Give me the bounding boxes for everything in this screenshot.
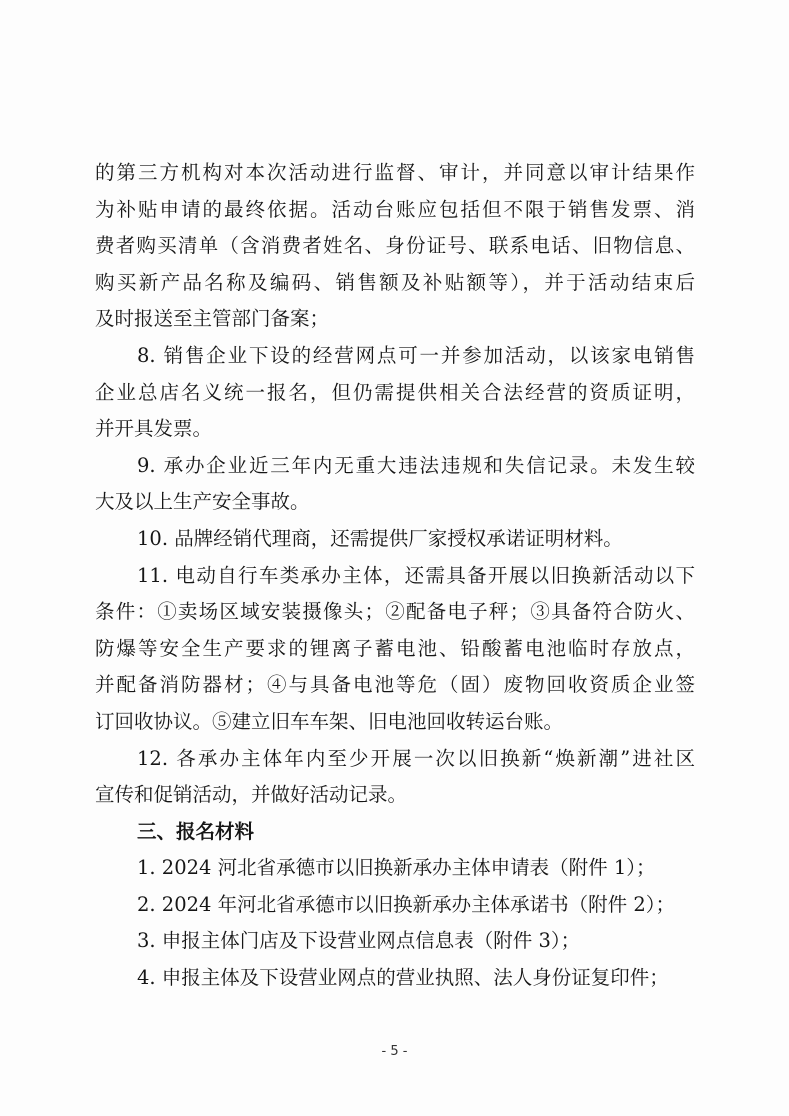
section-heading: 三、报名材料: [137, 819, 255, 843]
paragraph-line: 及时报送至主管部门备案；: [95, 307, 330, 331]
paragraph-line: 并配备消防器材；④与具备电池等危（固）废物回收资质企业签: [95, 673, 695, 697]
paragraph-line: 宣传和促销活动，并做好活动记录。: [95, 783, 408, 807]
material-item-2: 2. 2024 年河北省承德市以旧换新承办主体承诺书（附件 2）；: [137, 892, 675, 916]
list-item-10: 10. 品牌经销代理商，还需提供厂家授权承诺证明材料。: [137, 526, 623, 550]
paragraph-line: 购买新产品名称及编码、销售额及补贴额等），并于活动结束后: [95, 270, 695, 294]
list-item-11: 11. 电动自行车类承办主体，还需具备开展以旧换新活动以下: [137, 563, 695, 587]
material-item-3: 3. 申报主体门店及下设营业网点信息表（附件 3）；: [137, 929, 581, 953]
material-item-1: 1. 2024 河北省承德市以旧换新承办主体申请表（附件 1）；: [137, 856, 656, 880]
paragraph-line: 企业总店名义统一报名，但仍需提供相关合法经营的资质证明，: [95, 380, 695, 404]
paragraph-line: 为补贴申请的最终依据。活动台账应包括但不限于销售发票、消: [95, 197, 695, 221]
paragraph-line: 的第三方机构对本次活动进行监督、审计，并同意以审计结果作: [95, 161, 695, 184]
list-item-9: 9. 承办企业近三年内无重大违法违规和失信记录。未发生较: [137, 453, 695, 477]
paragraph-line: 费者购买清单（含消费者姓名、身份证号、联系电话、旧物信息、: [95, 234, 695, 258]
document-body: [95, 155, 695, 997]
material-item-4: 4. 申报主体及下设营业网点的营业执照、法人身份证复印件；: [137, 966, 669, 990]
paragraph-line: 条件：①卖场区域安装摄像头；②配备电子秤；③具备符合防火、: [95, 600, 695, 624]
paragraph-line: 订回收协议。⑤建立旧车车架、旧电池回收转运台账。: [95, 709, 564, 733]
paragraph-line: 大及以上生产安全事故。: [95, 490, 310, 514]
paragraph-line: 并开具发票。: [95, 417, 213, 441]
paragraph-line: 防爆等安全生产要求的锂离子蓄电池、铅酸蓄电池临时存放点，: [95, 636, 695, 660]
page-number: - 5 -: [381, 1044, 408, 1059]
list-item-12: 12. 各承办主体年内至少开展一次以旧换新“焕新潮”进社区: [137, 746, 695, 770]
list-item-8: 8. 销售企业下设的经营网点可一并参加活动，以该家电销售: [137, 343, 695, 367]
